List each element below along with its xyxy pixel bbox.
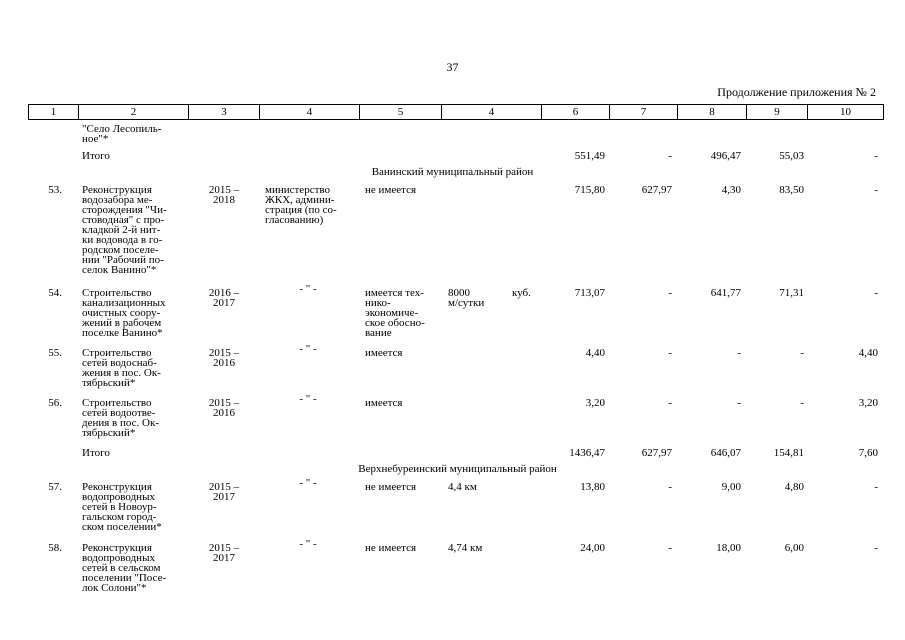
row-number: 54. bbox=[48, 287, 62, 299]
total-v9: 55,03 bbox=[779, 150, 804, 162]
row-years: 2016 – 2017 bbox=[208, 287, 240, 309]
row-documentation: не имеется bbox=[365, 542, 417, 554]
row-v8: 18,00 bbox=[716, 542, 741, 554]
total-v6: 551,49 bbox=[574, 150, 605, 162]
row-v10: 4,40 bbox=[858, 347, 878, 359]
row-capacity: 8000 м/сутки bbox=[448, 287, 485, 309]
row-name: Строительство сетей водоснаб- жения в пос. Ок- тябрьский* bbox=[82, 347, 161, 389]
header-col-10: 10 bbox=[840, 106, 851, 118]
row-name: Реконструкция водопроводных сетей в Новоур- гальском город- ском поселении* bbox=[82, 481, 162, 533]
total-v8: 496,47 bbox=[710, 150, 741, 162]
total-v7: 627,97 bbox=[641, 447, 672, 459]
row-v7: - bbox=[668, 397, 672, 409]
total-label: Итого bbox=[82, 150, 110, 162]
row-documentation: имеется bbox=[365, 347, 403, 359]
row-documentation: не имеется bbox=[365, 481, 417, 493]
row-v7: 627,97 bbox=[641, 184, 672, 196]
row-years: 2015 – 2017 bbox=[208, 481, 240, 503]
total-v7: - bbox=[668, 150, 672, 162]
total-v8: 646,07 bbox=[710, 447, 741, 459]
row-v7: - bbox=[668, 347, 672, 359]
page-number: 37 bbox=[446, 60, 459, 74]
row-name: Реконструкция водопроводных сетей в сельском поселении "Посе- лок Солони"* bbox=[82, 542, 167, 594]
total-label: Итого bbox=[82, 447, 110, 459]
row-v6: 3,20 bbox=[585, 397, 605, 409]
row-executor: - " - bbox=[299, 477, 317, 489]
row-v7: - bbox=[668, 481, 672, 493]
row-v6: 13,80 bbox=[580, 481, 605, 493]
row-v9: 83,50 bbox=[779, 184, 804, 196]
row-documentation: имеется bbox=[365, 397, 403, 409]
row-executor: - " - bbox=[299, 283, 317, 295]
header-col-4: 4 bbox=[260, 105, 360, 119]
header-col-7: 7 bbox=[610, 105, 678, 119]
row-v6: 713,07 bbox=[574, 287, 605, 299]
row-documentation: имеется тех- нико- экономиче- ское обосно- вание bbox=[365, 287, 425, 339]
row-v9: - bbox=[800, 347, 804, 359]
row-name: Строительство канализационных очистных соору- жений в рабочем поселке Ванино* bbox=[82, 287, 166, 339]
section-title: Верхнебуреинский муниципальный район bbox=[358, 463, 557, 475]
row-v7: - bbox=[668, 542, 672, 554]
header-col-1: 1 bbox=[29, 105, 79, 119]
row-v7: - bbox=[668, 287, 672, 299]
row-number: 55. bbox=[48, 347, 62, 359]
total-v9: 154,81 bbox=[773, 447, 804, 459]
row-v10: - bbox=[874, 481, 878, 493]
row-v9: - bbox=[800, 397, 804, 409]
row-years: 2015 – 2016 bbox=[208, 347, 240, 369]
table-header bbox=[28, 104, 884, 120]
row-executor: - " - bbox=[299, 393, 317, 405]
top-fragment: "Село Лесопиль- ное"* bbox=[82, 123, 162, 145]
continuation-label: Продолжение приложения № 2 bbox=[717, 85, 876, 99]
row-years: 2015 – 2017 bbox=[208, 542, 240, 564]
row-v9: 71,31 bbox=[779, 287, 804, 299]
row-number: 53. bbox=[48, 184, 62, 196]
row-executor: - " - bbox=[299, 538, 317, 550]
row-v9: 4,80 bbox=[784, 481, 804, 493]
row-v8: 4,30 bbox=[721, 184, 741, 196]
row-capacity: 4,4 км bbox=[448, 481, 477, 493]
row-v8: - bbox=[737, 397, 741, 409]
row-v6: 4,40 bbox=[585, 347, 605, 359]
row-v10: - bbox=[874, 184, 878, 196]
header-col-4b: 4 bbox=[442, 105, 542, 119]
header-col-6: 6 bbox=[542, 105, 610, 119]
header-col-8: 8 bbox=[678, 105, 747, 119]
row-name: Реконструкция водозабора ме- сторождения "Чи- стоводная" с про- кладкой 2-й нит- ки водовода в го- родском поселе- нии "Рабочий по- селок Ванино"* bbox=[82, 184, 167, 276]
row-years: 2015 – 2016 bbox=[208, 397, 240, 419]
row-v9: 6,00 bbox=[784, 542, 804, 554]
row-v10: - bbox=[874, 542, 878, 554]
total-v10: - bbox=[874, 150, 878, 162]
row-v10: - bbox=[874, 287, 878, 299]
row-v8: 9,00 bbox=[721, 481, 741, 493]
row-documentation: не имеется bbox=[365, 184, 417, 196]
section-title: Ванинский муниципальный район bbox=[371, 166, 534, 178]
row-v6: 715,80 bbox=[574, 184, 605, 196]
row-name: Строительство сетей водоотве- дения в пос. Ок- тябрьский* bbox=[82, 397, 159, 439]
header-col-2: 2 bbox=[79, 105, 189, 119]
row-v8: - bbox=[737, 347, 741, 359]
row-v6: 24,00 bbox=[580, 542, 605, 554]
header-col-5: 5 bbox=[360, 105, 442, 119]
row-executor: министерство ЖКХ, админи- страция (по со- гласованию) bbox=[265, 184, 337, 226]
row-capacity: 4,74 км bbox=[448, 542, 483, 554]
total-v10: 7,60 bbox=[858, 447, 878, 459]
row-v10: 3,20 bbox=[858, 397, 878, 409]
row-executor: - " - bbox=[299, 343, 317, 355]
row-years: 2015 – 2018 bbox=[208, 184, 240, 206]
row-unit: куб. bbox=[512, 287, 531, 299]
row-v8: 641,77 bbox=[710, 287, 741, 299]
header-col-9: 9 bbox=[747, 105, 808, 119]
row-number: 58. bbox=[48, 542, 62, 554]
total-v6: 1436,47 bbox=[569, 447, 605, 459]
header-col-3: 3 bbox=[189, 105, 260, 119]
row-number: 56. bbox=[48, 397, 62, 409]
row-number: 57. bbox=[48, 481, 62, 493]
